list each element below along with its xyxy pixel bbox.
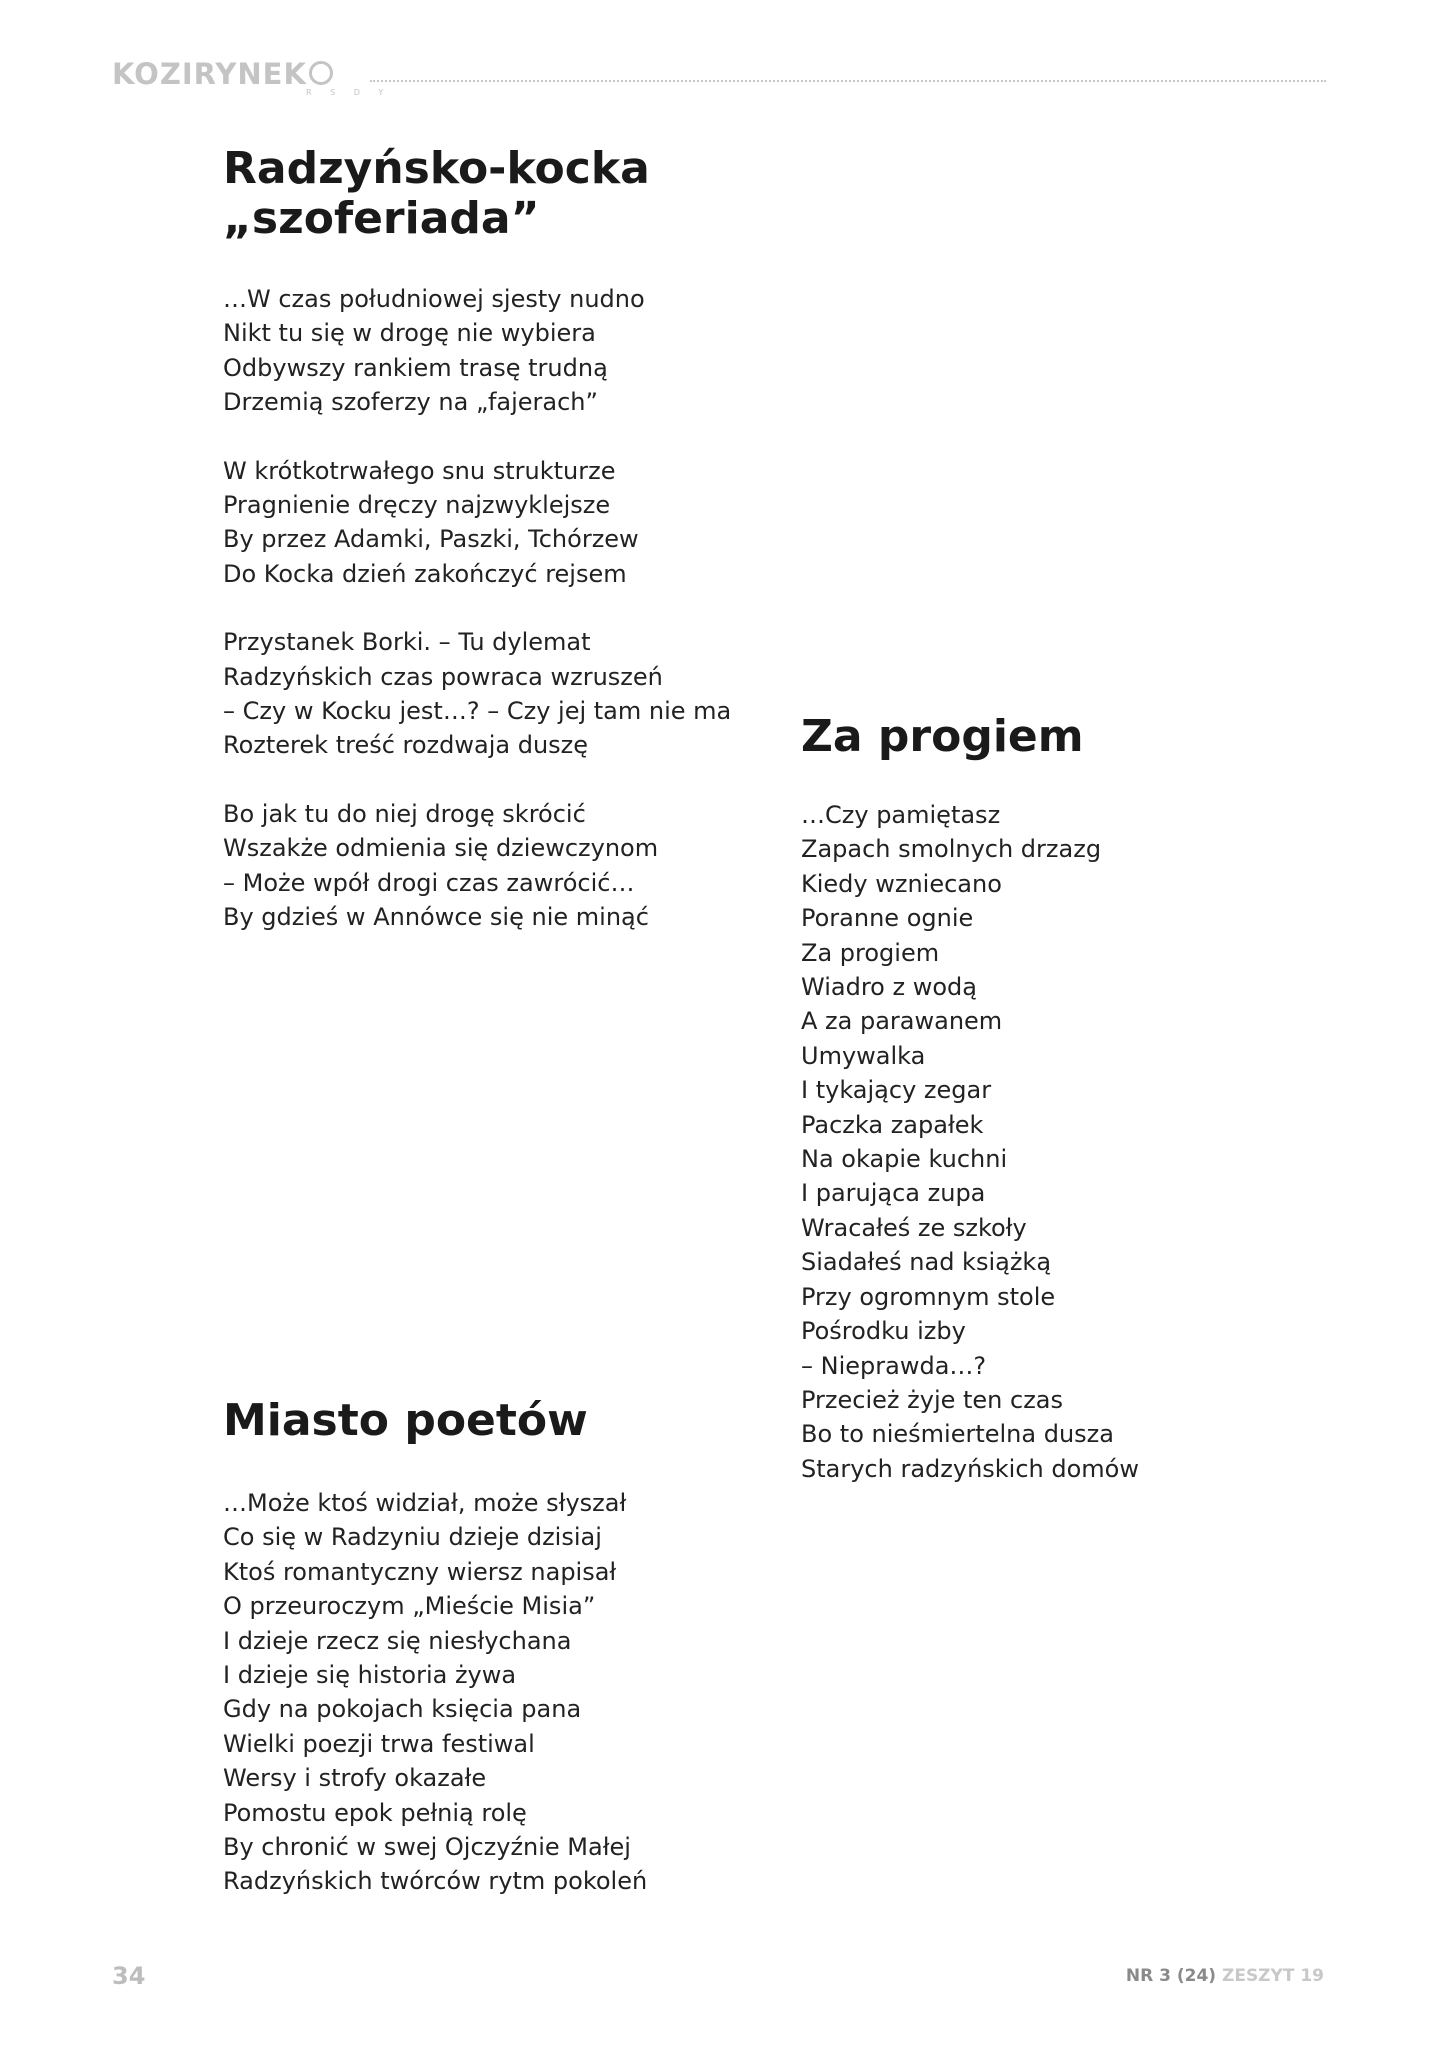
poem-line: Wielki poezji trwa festiwal: [223, 1729, 535, 1758]
poem-line: Co się w Radzyniu dzieje dzisiaj: [223, 1523, 602, 1552]
poem-title: Za progiem: [801, 711, 1084, 762]
stanza: [223, 282, 703, 420]
poem-line: Rozterek treść rozdwaja duszę: [223, 731, 589, 760]
poem-line: Odbywszy rankiem trasę trudną: [223, 353, 608, 382]
poem-title-line: Radzyńsko-kocka: [223, 143, 650, 194]
poem-line: W krótkotrwałego snu strukturze: [223, 456, 616, 485]
poem-line: By chronić w swej Ojczyźnie Małej: [223, 1833, 631, 1862]
poem-line: I dzieje rzecz się niesłychana: [223, 1626, 572, 1655]
poem-line: Starych radzyńskich domów: [801, 1454, 1139, 1483]
poem-line: …Może ktoś widział, może słyszał: [223, 1489, 627, 1517]
poem-line: Ktoś romantyczny wiersz napisał: [223, 1557, 617, 1586]
poem-line: Paczka zapałek: [801, 1110, 984, 1139]
poem-line: Wracałeś ze szkoły: [801, 1213, 1027, 1242]
stanza: [223, 1486, 703, 1899]
stanza: [223, 797, 703, 935]
poem-line: – Nieprawda…?: [801, 1351, 987, 1380]
poem-line: Siadałeś nad książką: [801, 1248, 1052, 1277]
poem-line: …Czy pamiętasz: [801, 801, 1001, 829]
poem-line: Nikt tu się w drogę nie wybiera: [223, 319, 596, 348]
poem-line: I dzieje się historia żywa: [223, 1661, 517, 1690]
poem-line: Pomostu epok pełnią rolę: [223, 1798, 527, 1827]
poem-line: Pragnienie dręczy najzwyklejsze: [223, 491, 611, 520]
poem-line: – Czy w Kocku jest…? – Czy jej tam nie ma: [223, 697, 732, 726]
poem-line: A za parawanem: [801, 1007, 1003, 1036]
poem-line: Wersy i strofy okazałe: [223, 1764, 487, 1793]
zeszyt-number: ZESZYT 19: [1222, 1966, 1324, 1986]
page-number: 34: [112, 1962, 146, 1990]
poem-line: Kiedy wzniecano: [801, 869, 1002, 898]
poem-line: Przy ogromnym stole: [801, 1282, 1056, 1311]
poem-line: – Może wpół drogi czas zawrócić…: [223, 868, 635, 897]
poem-line: O przeuroczym „Mieście Misia”: [223, 1592, 596, 1621]
poem-line: …W czas południowej sjesty nudno: [223, 285, 645, 313]
poem-line: Drzemią szoferzy na „fajerach”: [223, 388, 598, 417]
logo-emblem-icon: [309, 61, 333, 85]
issue-info: [1126, 1966, 1324, 1986]
poem-radzynsko-kocka: [223, 143, 732, 935]
poem-line: Pośrodku izby: [801, 1317, 966, 1346]
stanza: [801, 798, 1301, 1486]
poem-line: Przystanek Borki. – Tu dylemat: [223, 628, 591, 657]
poem-line: Na okapie kuchni: [801, 1145, 1008, 1174]
poem-line: Radzyńskich twórców rytm pokoleń: [223, 1867, 648, 1896]
poem-line: Wiadro z wodą: [801, 973, 977, 1002]
poem-line: Poranne ognie: [801, 904, 974, 933]
poem-line: I parująca zupa: [801, 1179, 986, 1208]
poem-line: I tykający zegar: [801, 1076, 992, 1105]
header-dotted-rule: [370, 80, 1326, 82]
issue-number: NR 3 (24): [1125, 1966, 1217, 1986]
poem-line: Wszakże odmienia się dziewczynom: [223, 834, 659, 863]
poem-miasto-poetow: [223, 1396, 703, 1899]
poem-line: Bo to nieśmiertelna dusza: [801, 1420, 1114, 1449]
stanza: [223, 625, 732, 763]
poem-line: Do Kocka dzień zakończyć rejsem: [223, 559, 627, 588]
poem-line: Przecież żyje ten czas: [801, 1385, 1064, 1414]
poem-title: Miasto poetów: [223, 1395, 588, 1446]
logo-subtitle: R S D Y: [306, 88, 392, 97]
magazine-logo: [112, 54, 333, 94]
poem-line: Radzyńskich czas powraca wzruszeń: [223, 662, 663, 691]
poem-line: Gdy na pokojach księcia pana: [223, 1695, 582, 1724]
poem-title: [223, 144, 703, 244]
poem-line: Zapach smolnych drzazg: [801, 835, 1102, 864]
stanza: [223, 454, 703, 592]
poem-line: By przez Adamki, Paszki, Tchórzew: [223, 525, 639, 554]
logo-text: KOZIRYNEK: [112, 57, 307, 91]
poem-line: Umywalka: [801, 1041, 926, 1070]
poem-za-progiem: [801, 712, 1301, 1486]
poem-line: Bo jak tu do niej drogę skrócić: [223, 799, 586, 828]
poem-line: By gdzieś w Annówce się nie minąć: [223, 903, 649, 932]
poem-line: Za progiem: [801, 938, 940, 967]
page-header: [112, 54, 1326, 97]
poem-title-line: „szoferiada”: [223, 193, 540, 244]
